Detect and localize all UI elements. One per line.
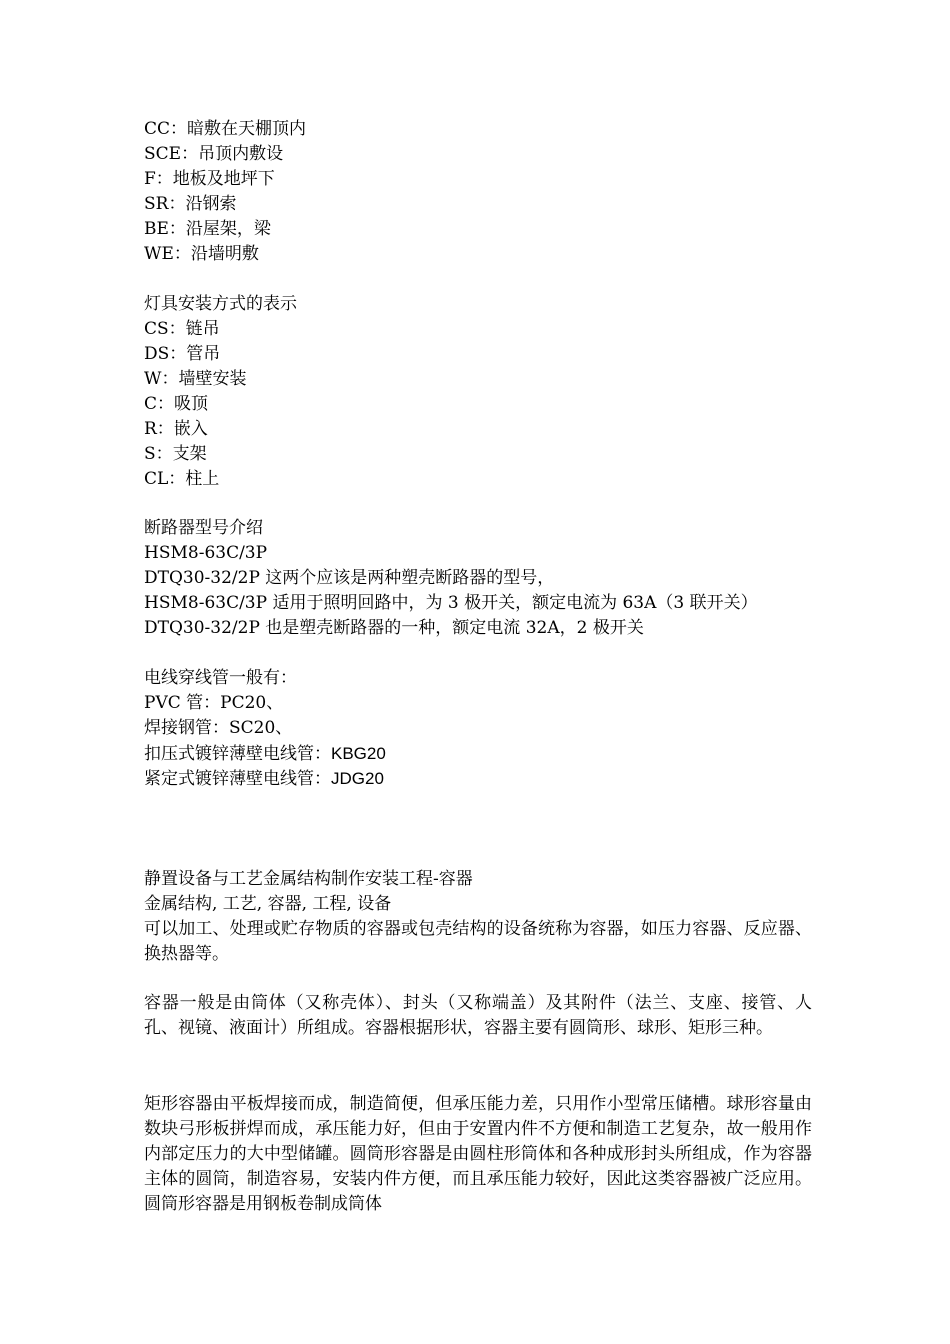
- list-item: CS：链吊: [144, 319, 220, 339]
- breakers-section: [144, 516, 812, 641]
- conduit-code: PC20、: [220, 693, 284, 713]
- section-title: 静置设备与工艺金属结构制作安装工程-容器: [144, 869, 473, 889]
- list-item: SR：沿钢索: [144, 194, 237, 214]
- body-paragraph: [144, 1092, 812, 1217]
- conduit-code: JDG20: [331, 769, 384, 788]
- keywords: 金属结构, 工艺, 容器, 工程, 设备: [144, 894, 392, 914]
- conduit-code: KBG20: [331, 744, 386, 763]
- list-item: HSM8-63C/3P: [144, 543, 268, 563]
- lamp-install-section: [144, 292, 812, 492]
- list-item: HSM8-63C/3P 适用于照明回路中，为 3 极开关，额定电流为 63A（3 联开关）: [144, 593, 758, 613]
- list-item: R：嵌入: [144, 419, 208, 439]
- list-item: DTQ30-32/2P 这两个应该是两种塑壳断路器的型号，: [144, 568, 555, 588]
- section-heading: 灯具安装方式的表示: [144, 294, 297, 314]
- list-item: CL：柱上: [144, 469, 220, 489]
- list-item: S：支架: [144, 444, 207, 464]
- list-item: CC：暗敷在天棚顶内: [144, 119, 307, 139]
- conduit-label: 紧定式镀锌薄壁电线管：: [144, 769, 331, 789]
- paragraph-text: 矩形容器由平板焊接而成，制造简便，但承压能力差，只用作小型常压储槽。球形容量由数块弓形板拼焊而成，承压能力好，但由于安置内件不方便和制造工艺复杂，故一般用作内部定压力的大中型储罐。圆筒形容器是由圆柱形筒体和各种成形封头所组成，作为容器主体的圆筒，制造容易，安装内件方便，而且承压能力较好，因此这类容器被广泛应用。圆筒形容器是用钢板卷制成筒体: [144, 1094, 812, 1214]
- conduit-code: SC20、: [229, 718, 293, 738]
- list-item: SCE：吊顶内敷设: [144, 144, 284, 164]
- section-heading: 断路器型号介绍: [144, 518, 263, 538]
- list-item: W：墙壁安装: [144, 369, 247, 389]
- list-item: C：吸顶: [144, 394, 209, 414]
- conduit-label: PVC 管：: [144, 693, 221, 713]
- section-heading: 电线穿线管一般有：: [144, 668, 297, 688]
- laying-methods-list: [144, 117, 812, 267]
- list-item: [144, 691, 812, 716]
- list-item: BE：沿屋架，梁: [144, 219, 271, 239]
- list-item: [144, 766, 812, 791]
- body-paragraph: [144, 991, 812, 1041]
- list-item: DTQ30-32/2P 也是塑壳断路器的一种，额定电流 32A，2 极开关: [144, 618, 644, 638]
- paragraph-text: 容器一般是由筒体（又称壳体）、封头（又称端盖）及其附件（法兰、支座、接管、人孔、视镜、液面计）所组成。容器根据形状，容器主要有圆筒形、球形、矩形三种。: [144, 993, 812, 1038]
- conduits-section: [144, 666, 812, 791]
- vessel-section: [144, 867, 812, 967]
- conduit-label: 焊接钢管：: [144, 718, 229, 738]
- list-item: [144, 716, 812, 741]
- list-item: F：地板及地坪下: [144, 169, 275, 189]
- list-item: WE：沿墙明敷: [144, 244, 259, 264]
- list-item: [144, 741, 812, 766]
- conduit-label: 扣压式镀锌薄壁电线管：: [144, 744, 331, 764]
- intro-paragraph: 可以加工、处理或贮存物质的容器或包壳结构的设备统称为容器，如压力容器、反应器、换热器等。: [144, 919, 812, 964]
- list-item: DS：管吊: [144, 344, 221, 364]
